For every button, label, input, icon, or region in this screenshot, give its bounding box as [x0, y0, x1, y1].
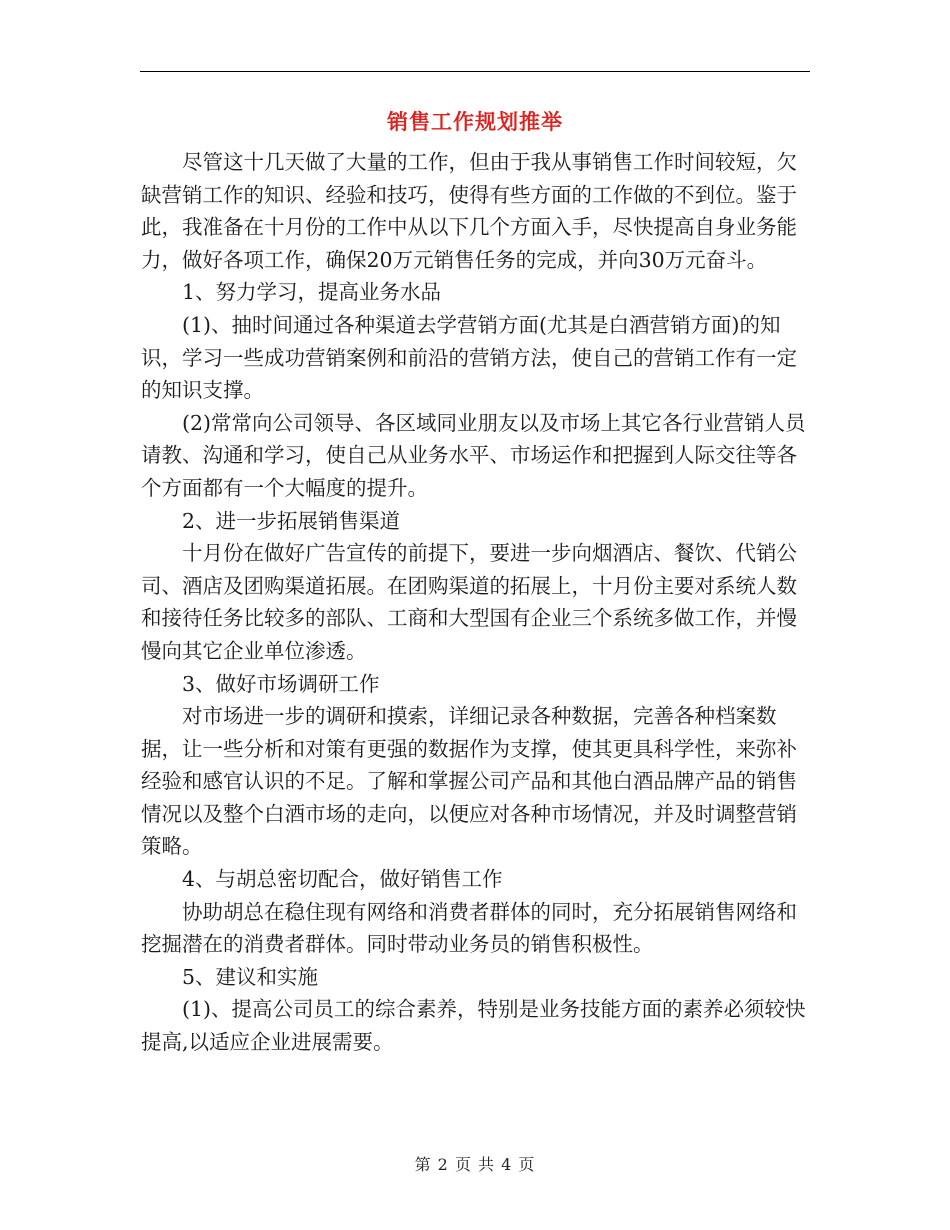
document-body — [141, 146, 811, 1059]
section-heading-5: 5、建议和实施 — [182, 964, 319, 989]
section-heading-1: 1、努力学习，提高业务水品 — [182, 280, 442, 305]
section-heading-4: 4、与胡总密切配合，做好销售工作 — [182, 867, 503, 892]
section-heading-2: 2、进一步拓展销售渠道 — [182, 508, 401, 533]
paragraph-2: 十月份在做好广告宣传的前提下，要进一步向烟酒店、餐饮、代销公司、酒店及团购渠道拓展。在团购渠道的拓展上，十月份主要对系统人数和接待任务比较多的部队、工商和大型国有企业三个系统多做工作，并慢慢向其它企业单位渗透。 — [141, 541, 797, 663]
document-title: 销售工作规划推举 — [387, 109, 563, 134]
page-number: 第 2 页 共 4 页 — [414, 1155, 536, 1174]
section-heading-3: 3、做好市场调研工作 — [182, 671, 380, 696]
paragraph-5-1: (1)、提高公司员工的综合素养，特别是业务技能方面的素养必须较快提高,以适应企业进展需要。 — [141, 997, 806, 1055]
paragraph-4: 协助胡总在稳住现有网络和消费者群体的同时，充分拓展销售网络和挖掘潜在的消费者群体。同时带动业务员的销售积极性。 — [141, 899, 797, 957]
intro-paragraph: 尽管这十几天做了大量的工作，但由于我从事销售工作时间较短，欠缺营销工作的知识、经验和技巧，使得有些方面的工作做的不到位。鉴于此，我准备在十月份的工作中从以下几个方面入手，尽快提高自身业务能力，做好各项工作，确保20万元销售任务的完成，并向30万元奋斗。 — [141, 150, 797, 272]
header-rule — [140, 71, 810, 72]
paragraph-1-2: (2)常常向公司领导、各区域同业朋友以及市场上其它各行业营销人员请教、沟通和学习，使自己从业务水平、市场运作和把握到人际交往等各个方面都有一个大幅度的提升。 — [141, 410, 806, 500]
paragraph-1-1: (1)、抽时间通过各种渠道去学营销方面(尤其是白酒营销方面)的知识，学习一些成功营销案例和前沿的营销方法，使自己的营销工作有一定的知识支撑。 — [141, 312, 797, 403]
paragraph-3: 对市场进一步的调研和摸索，详细记录各种数据，完善各种档案数据，让一些分析和对策有更强的数据作为支撑，使其更具科学性，来弥补经验和感官认识的不足。了解和掌握公司产品和其他白酒品牌产品的销售情况以及整个白酒市场的走向，以便应对各种市场情况，并及时调整营销策略。 — [141, 704, 797, 859]
